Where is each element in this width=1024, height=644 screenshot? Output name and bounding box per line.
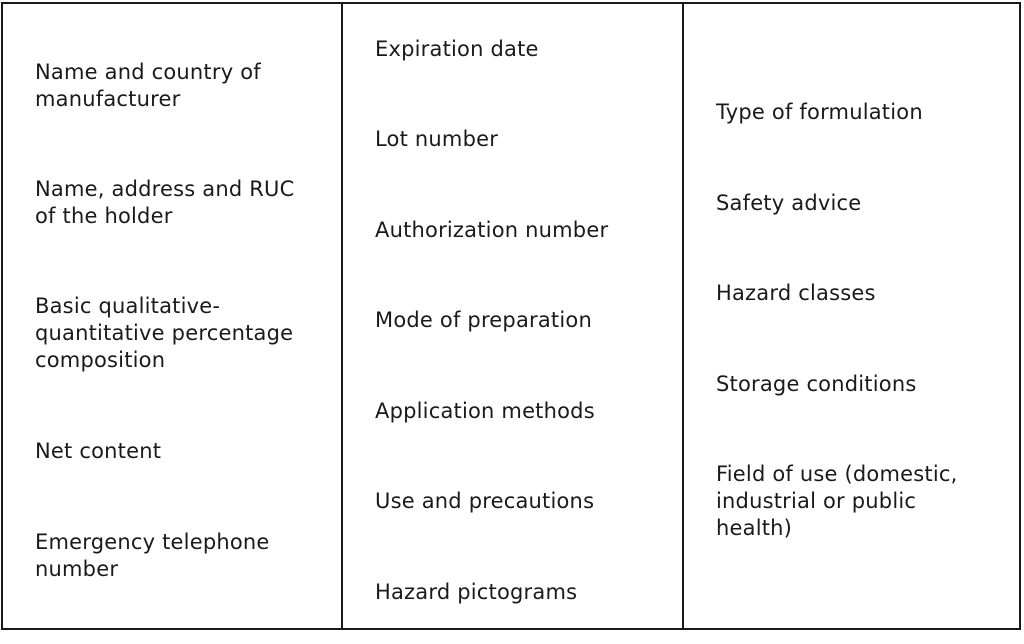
item-storage-conditions: Storage conditions bbox=[716, 372, 917, 396]
item-manufacturer: Name and country of manufacturer bbox=[35, 60, 261, 111]
item-expiration-date: Expiration date bbox=[375, 37, 539, 61]
item-hazard-classes: Hazard classes bbox=[716, 281, 876, 305]
item-mode-of-preparation: Mode of preparation bbox=[375, 308, 592, 332]
column-1 bbox=[3, 4, 343, 628]
item-use-and-precautions: Use and precautions bbox=[375, 489, 595, 513]
item-net-content: Net content bbox=[35, 439, 162, 463]
item-holder: Name, address and RUC of the holder bbox=[35, 177, 295, 228]
item-type-of-formulation: Type of formulation bbox=[716, 100, 923, 124]
item-field-of-use: Field of use (domestic, industrial or public health) bbox=[716, 462, 958, 540]
item-application-methods: Application methods bbox=[375, 399, 595, 423]
column-3 bbox=[684, 4, 1019, 628]
item-composition: Basic qualitative- quantitative percentage composition bbox=[35, 294, 294, 372]
item-lot-number: Lot number bbox=[375, 127, 499, 151]
item-hazard-pictograms: Hazard pictograms bbox=[375, 580, 578, 604]
item-safety-advice: Safety advice bbox=[716, 191, 862, 215]
item-emergency-telephone: Emergency telephone number bbox=[35, 530, 270, 581]
item-authorization-number: Authorization number bbox=[375, 218, 609, 242]
label-requirements-table bbox=[1, 2, 1021, 630]
column-2 bbox=[343, 4, 684, 628]
